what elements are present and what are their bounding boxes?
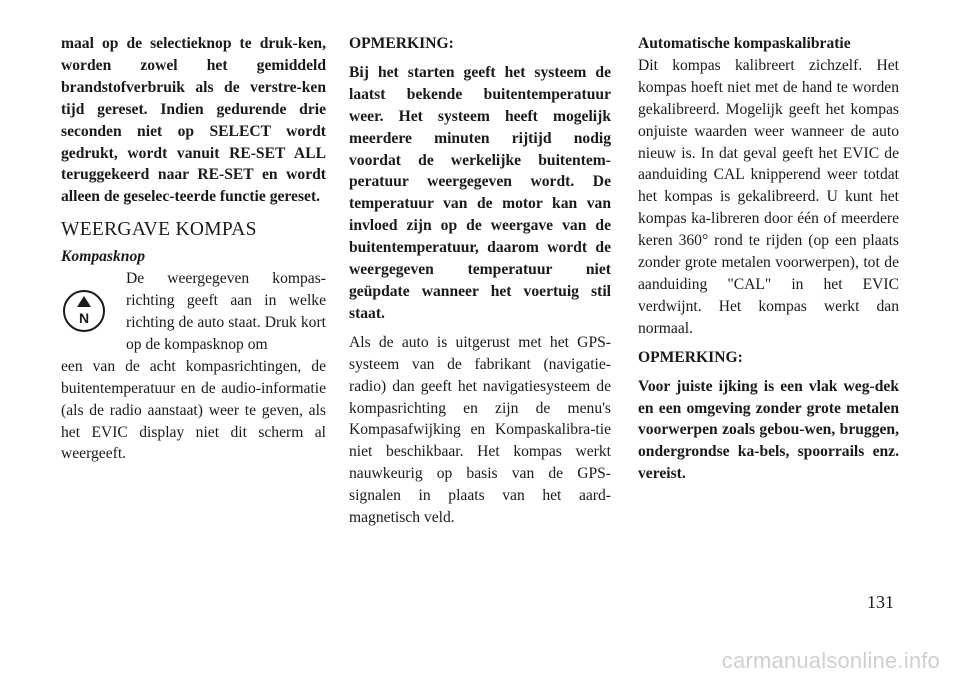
compass-letter: N [78, 310, 90, 327]
indented-paragraph: De weergegeven kompas-richting geeft aan in welke richting de auto staat. Druk kort op de kompasknop om [126, 270, 326, 353]
column-right [638, 33, 899, 485]
column-left [61, 33, 326, 465]
body-paragraph: een van de acht kompasrichtingen, de buitentemperatuur en de audio-informatie (als de radio aanstaat) weer te geven, als het EVIC display niet dit scherm al weergeeft. [61, 357, 326, 463]
compass-knob-icon [61, 288, 107, 334]
subheading-compass-knob: Kompasknop [61, 248, 146, 266]
continued-paragraph: maal op de selectieknop te druk-ken, worden zowel het gemiddeld brandstofverbruik als de verstre-ken tijd gereset. Indien gedurende drie seconden niet op SELECT wordt gedrukt, wordt vanuit RE-SET ALL teruggekeerd naar RE-SET en wordt alleen de geselec-teerde functie gereset. [61, 35, 326, 206]
note-label: OPMERKING: [349, 35, 454, 52]
note-paragraph: Voor juiste ijking is een vlak weg-dek en een omgeving zonder grote metalen voorwerpen zoals gebou-wen, bruggen, ondergrondse ka-bels, spoorrails enz. vereist. [638, 377, 899, 483]
page-number: 131 [867, 592, 894, 612]
section-title: WEERGAVE KOMPAS [61, 219, 257, 241]
subsection-title: Automatische kompaskalibratie [638, 35, 851, 52]
column-middle [349, 33, 611, 529]
body-paragraph: Als de auto is uitgerust met het GPS-systeem van de fabrikant (navigatie-radio) dan geeft het navigatiesysteem de kompasrichting en zijn de menu's Kompasafwijking en Kompaskalibra-tie niet beschikbaar. Het kompas werkt nauwkeurig op basis van de GPS-signalen in plaats van het aard-magnetisch veld. [349, 333, 611, 527]
note-paragraph: Bij het starten geeft het systeem de laatst bekende buitentemperatuur weer. Het systeem heeft mogelijk meerdere minuten rijtijd nodig voordat de werkelijke buitentem-peratuur weergegeven wordt. De temperatuur van de motor kan van invloed zijn op de weergave van de buitentemperatuur, daarom wordt de weergegeven temperatuur niet geüpdate wanneer het voertuig stil staat. [349, 63, 611, 322]
body-paragraph: Dit kompas kalibreert zichzelf. Het kompas hoeft niet met de hand te worden gekalibreerd. Mogelijk geeft het kompas onjuiste waarden weer wanneer de auto nieuw is. In dat geval geeft het EVIC de aanduiding CAL knipperend weer totdat het kompas is gekalibreerd. U kunt het kompas ka-libreren door één of meerdere keren 360° rond te rijden (op een plaats zonder grote metalen voorwerpen), tot de aanduiding "CAL" in het EVIC verdwijnt. Het kompas werkt dan normaal. [638, 56, 899, 337]
compass-knob-block [61, 268, 326, 356]
watermark: carmanualsonline.info [721, 648, 940, 673]
note-label: OPMERKING: [638, 348, 743, 366]
